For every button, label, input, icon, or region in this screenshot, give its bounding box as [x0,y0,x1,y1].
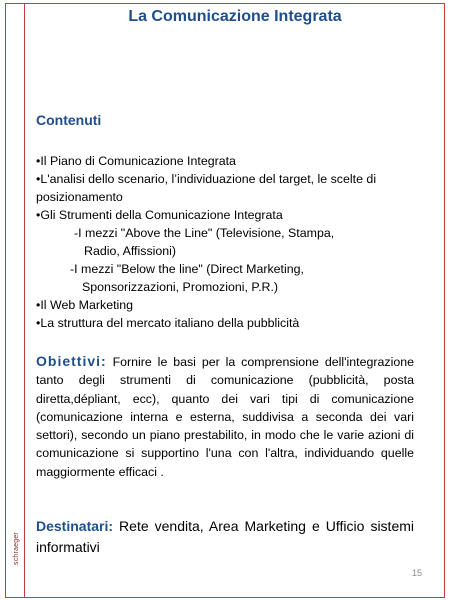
list-subitem: Radio, Affissioni) [84,244,177,258]
objectives-paragraph [36,352,414,481]
list-item: •Il Piano di Comunicazione Integrata [36,154,236,168]
brand-logo-text: schraeger [12,531,20,565]
contents-list [36,152,416,332]
list-subitem: -I mezzi "Above the Line" (Televisione, Stampa, [74,226,335,240]
recipients-paragraph [36,516,414,558]
objectives-text: Fornire le basi per la comprensione dell'integrazione tanto degli strumenti di comunicazione (pubblicità, posta diretta,dépliant, ecc), quanto dei vari tipi di comunicazione (comunicazione interna e esterna, suddivisa a seconda dei vari settori), secondo un piano prestabilito, in modo che le varie azioni di comunicazione si supportino l'una con l'altra, individuando quelle maggiormente efficaci . [36,355,414,479]
brand-logo [8,508,24,588]
objectives-label: Obiettivi: [36,353,107,369]
page-title: La Comunicazione Integrata [128,8,342,25]
list-subitem: Sponsorizzazioni, Promozioni, P.R.) [82,280,279,294]
page-number: 15 [411,568,422,578]
list-item: •Il Web Marketing [36,298,134,312]
list-item: •Gli Strumenti della Comunicazione Integrata [36,208,283,222]
left-margin-rule [24,3,25,598]
list-item: •L'analisi dello scenario, l’individuazione del target, le scelte di posizionamento [36,172,377,204]
contents-heading: Contenuti [36,112,102,128]
list-subitem: -I mezzi "Below the line" (Direct Marketing, [70,262,304,276]
recipients-text: Rete vendita, Area Marketing e Ufficio sistemi informativi [36,518,414,555]
recipients-label: Destinatari: [36,518,114,534]
list-item: •La struttura del mercato italiano della pubblicità [36,316,300,330]
